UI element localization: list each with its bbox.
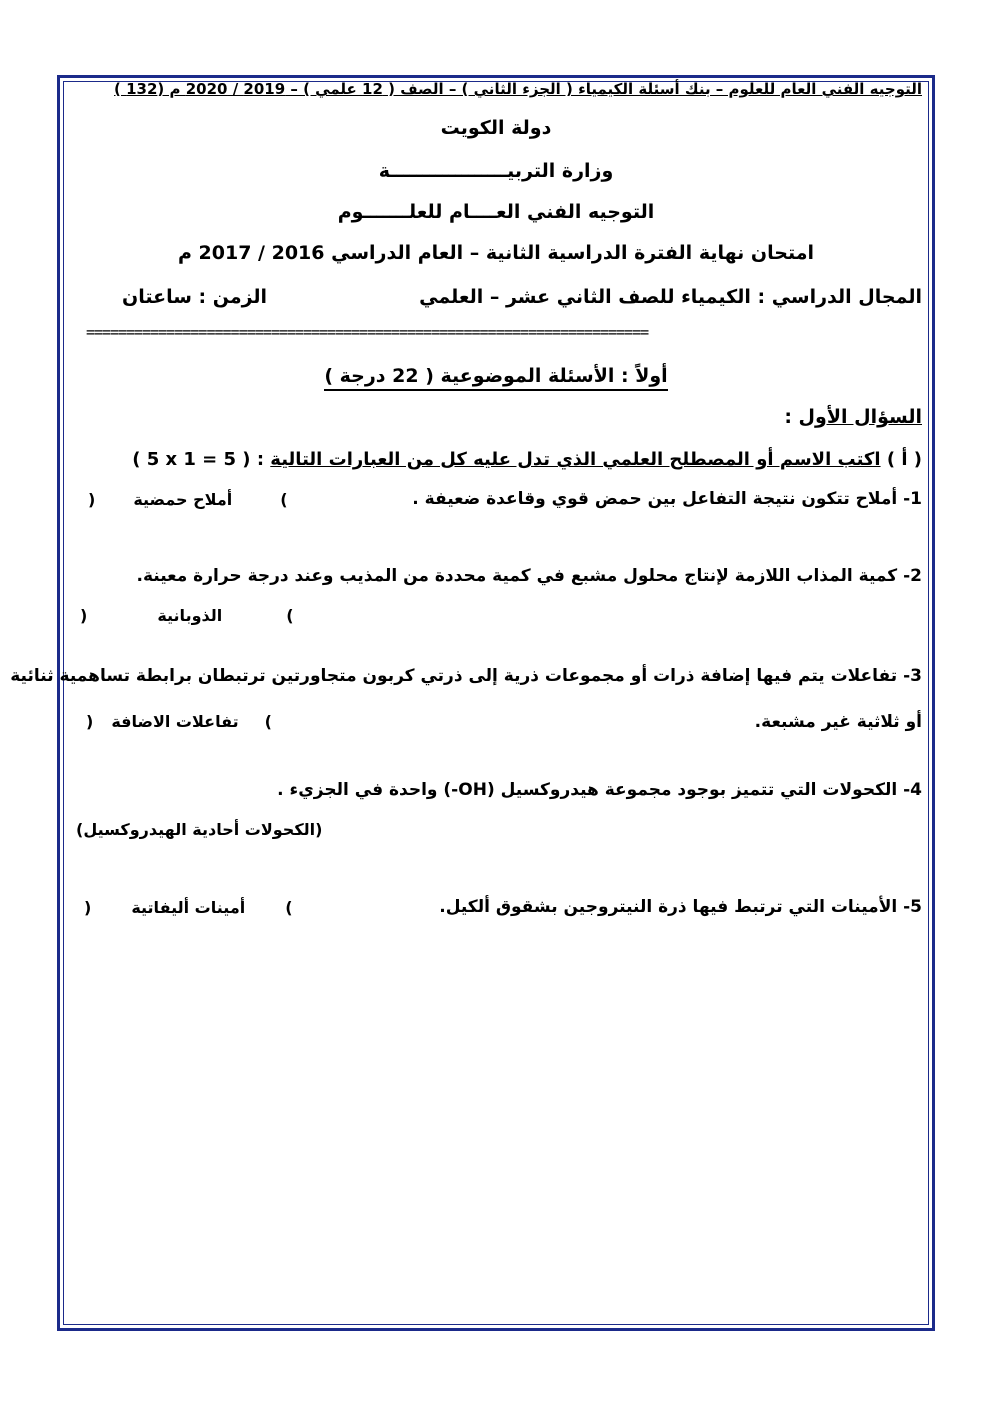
item-5-answer: ) أمينات أليفاتية ( xyxy=(84,898,293,917)
department-title: التوجيه الفني العــــام للعلـــــــوم xyxy=(337,201,655,223)
item-5-text: 5- الأمينات التي ترتبط فيها ذرة النيتروجين بشقوق ألكيل. xyxy=(439,897,922,917)
time-line: الزمن : ساعتان xyxy=(122,286,268,308)
ministry-title: وزارة التربيــــــــــــــــــة xyxy=(378,160,614,182)
exam-title: امتحان نهاية الفترة الدراسية الثانية – العام الدراسي 2016 / 2017 م xyxy=(178,242,814,264)
bank-header-line: التوجيه الفني العام للعلوم – بنك أسئلة الكيمياء ( الجزء الثاني ) – الصف ( 12 علمي ) – 2019 / 2020 م (132 ) xyxy=(114,80,922,98)
country-title: دولة الكويت xyxy=(440,117,552,139)
separator-line: ====================================================================== xyxy=(86,323,649,341)
item-3-text-cont: أو ثلاثية غير مشبعة. xyxy=(754,712,922,732)
section-title: أولاً : الأسئلة الموضوعية ( 22 درجة ) xyxy=(0,365,992,387)
item-1-answer: ) أملاح حمضية ( xyxy=(88,490,288,509)
item-2-answer: ) الذوبانية ( xyxy=(80,606,294,625)
item-3-answer-text: تفاعلات الاضافة xyxy=(111,712,239,731)
item-4-text: 4- الكحولات التي تتميز بوجود مجموعة هيدروكسيل (OH-) واحدة في الجزيء . xyxy=(277,780,922,800)
item-2-text: 2- كمية المذاب اللازمة لإنتاج محلول مشبع في كمية محددة من المذيب وعند درجة حرارة معينة. xyxy=(136,566,922,586)
time-label: الزمن xyxy=(212,286,268,308)
time-value: ساعتان xyxy=(122,286,192,308)
page-border-inner xyxy=(63,81,929,1325)
item-5-answer-text: أمينات أليفاتية xyxy=(131,898,246,917)
item-4-answer-text: (الكحولات أحادية الهيدروكسيل) xyxy=(76,820,323,839)
item-3-text: 3- تفاعلات يتم فيها إضافة ذرات أو مجموعات ذرية إلى ذرتي كربون متجاورتين ترتبطان برابطة تساهمية ثنائية xyxy=(10,666,922,686)
item-1-answer-text: أملاح حمضية xyxy=(133,490,233,509)
section-marks: ( 22 درجة ) xyxy=(324,365,434,387)
section-prefix: أولاً xyxy=(635,365,668,387)
question-instruction: ( أ ) اكتب الاسم أو المصطلح العلمي الذي تدل عليه كل من العبارات التالية : ( 5 x 1 = 5 ) xyxy=(132,449,922,470)
item-4-answer xyxy=(76,820,322,839)
instruction-text: اكتب الاسم أو المصطلح العلمي الذي تدل عليه كل من العبارات التالية xyxy=(270,449,881,470)
item-1-text: 1- أملاح تتكون نتيجة التفاعل بين حمض قوي وقاعدة ضعيفة . xyxy=(412,489,922,509)
question-title: السؤال الأول xyxy=(798,406,922,428)
score-text: ( 5 x 1 = 5 ) xyxy=(132,449,251,470)
subject-value: الكيمياء للصف الثاني عشر – العلمي xyxy=(419,286,751,308)
part-letter: ( أ ) xyxy=(886,449,922,470)
subject-line: المجال الدراسي : الكيمياء للصف الثاني عشر – العلمي xyxy=(419,286,922,308)
item-2-answer-text: الذوبانية xyxy=(157,606,223,625)
section-name: الأسئلة الموضوعية xyxy=(440,365,615,387)
question-label: السؤال الأول : xyxy=(784,406,922,428)
subject-label: المجال الدراسي xyxy=(771,286,922,308)
item-3-answer: ) تفاعلات الاضافة ( xyxy=(86,712,272,731)
